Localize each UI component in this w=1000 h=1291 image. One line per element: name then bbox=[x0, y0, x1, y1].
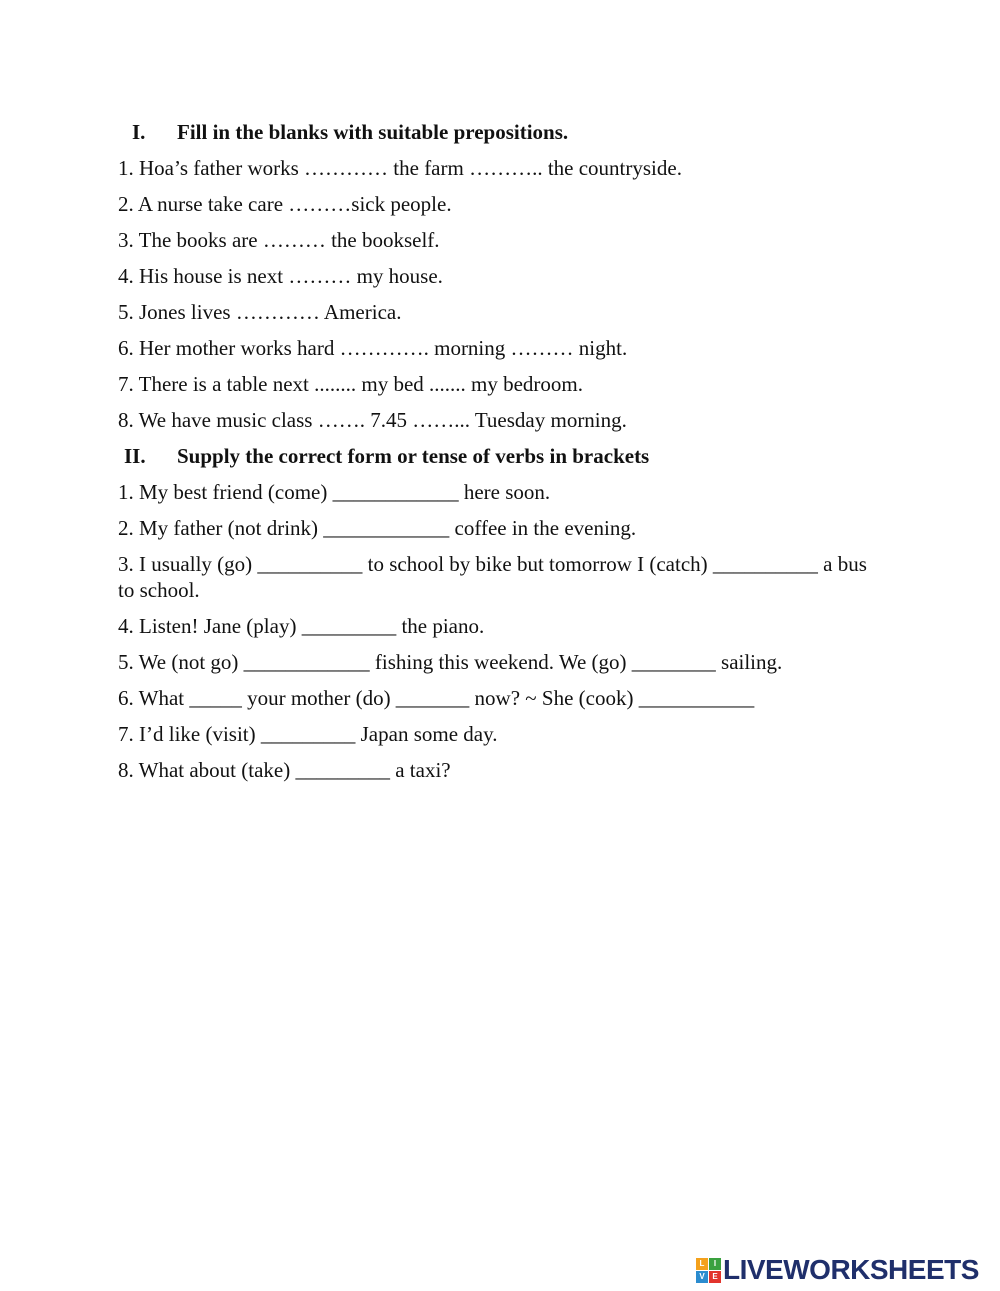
section-2-title: Supply the correct form or tense of verbs in brackets bbox=[177, 444, 650, 468]
section-2-item: 2. My father (not drink) ____________ coffee in the evening. bbox=[118, 516, 637, 540]
section-1-item: 6. Her mother works hard …………. morning ……… night. bbox=[118, 336, 628, 360]
section-1-heading bbox=[118, 114, 898, 150]
section-1-item: 2. A nurse take care ………sick people. bbox=[118, 192, 452, 216]
section-2-item: 1. My best friend (come) ____________ here soon. bbox=[118, 480, 551, 504]
section-1-item: 7. There is a table next ........ my bed ....... my bedroom. bbox=[118, 372, 584, 396]
section-1-item: 8. We have music class ……. 7.45 ……... Tuesday morning. bbox=[118, 408, 627, 432]
section-1-item: 5. Jones lives ………… America. bbox=[118, 300, 402, 324]
section-2-number: II. bbox=[124, 444, 146, 468]
liveworksheets-brand bbox=[696, 1253, 979, 1287]
liveworksheets-logo-icon bbox=[696, 1258, 721, 1283]
worksheet-content bbox=[118, 114, 898, 788]
section-1-item: 4. His house is next ……… my house. bbox=[118, 264, 443, 288]
section-2-heading bbox=[118, 438, 898, 474]
section-2-item: 4. Listen! Jane (play) _________ the piano. bbox=[118, 614, 485, 638]
section-2-item: 7. I’d like (visit) _________ Japan some day. bbox=[118, 722, 498, 746]
section-1-item: 3. The books are ……… the bookself. bbox=[118, 228, 440, 252]
brand-name: LIVEWORKSHEETS bbox=[723, 1254, 979, 1285]
logo-tile: L bbox=[696, 1258, 708, 1270]
section-2-item: 6. What _____ your mother (do) _______ now? ~ She (cook) ___________ bbox=[118, 686, 755, 710]
section-1-title: Fill in the blanks with suitable prepositions. bbox=[177, 120, 569, 144]
section-2-item: 5. We (not go) ____________ fishing this weekend. We (go) ________ sailing. bbox=[118, 650, 783, 674]
section-2-item: 8. What about (take) _________ a taxi? bbox=[118, 758, 451, 782]
logo-tile: E bbox=[709, 1271, 721, 1283]
section-1-number: I. bbox=[132, 120, 146, 144]
logo-tile: I bbox=[709, 1258, 721, 1270]
section-2-item: 3. I usually (go) __________ to school by bike but tomorrow I (catch) __________ a bus to school. bbox=[118, 552, 867, 602]
section-1-item: 1. Hoa’s father works ………… the farm ……….. the countryside. bbox=[118, 156, 682, 180]
logo-tile: V bbox=[696, 1271, 708, 1283]
